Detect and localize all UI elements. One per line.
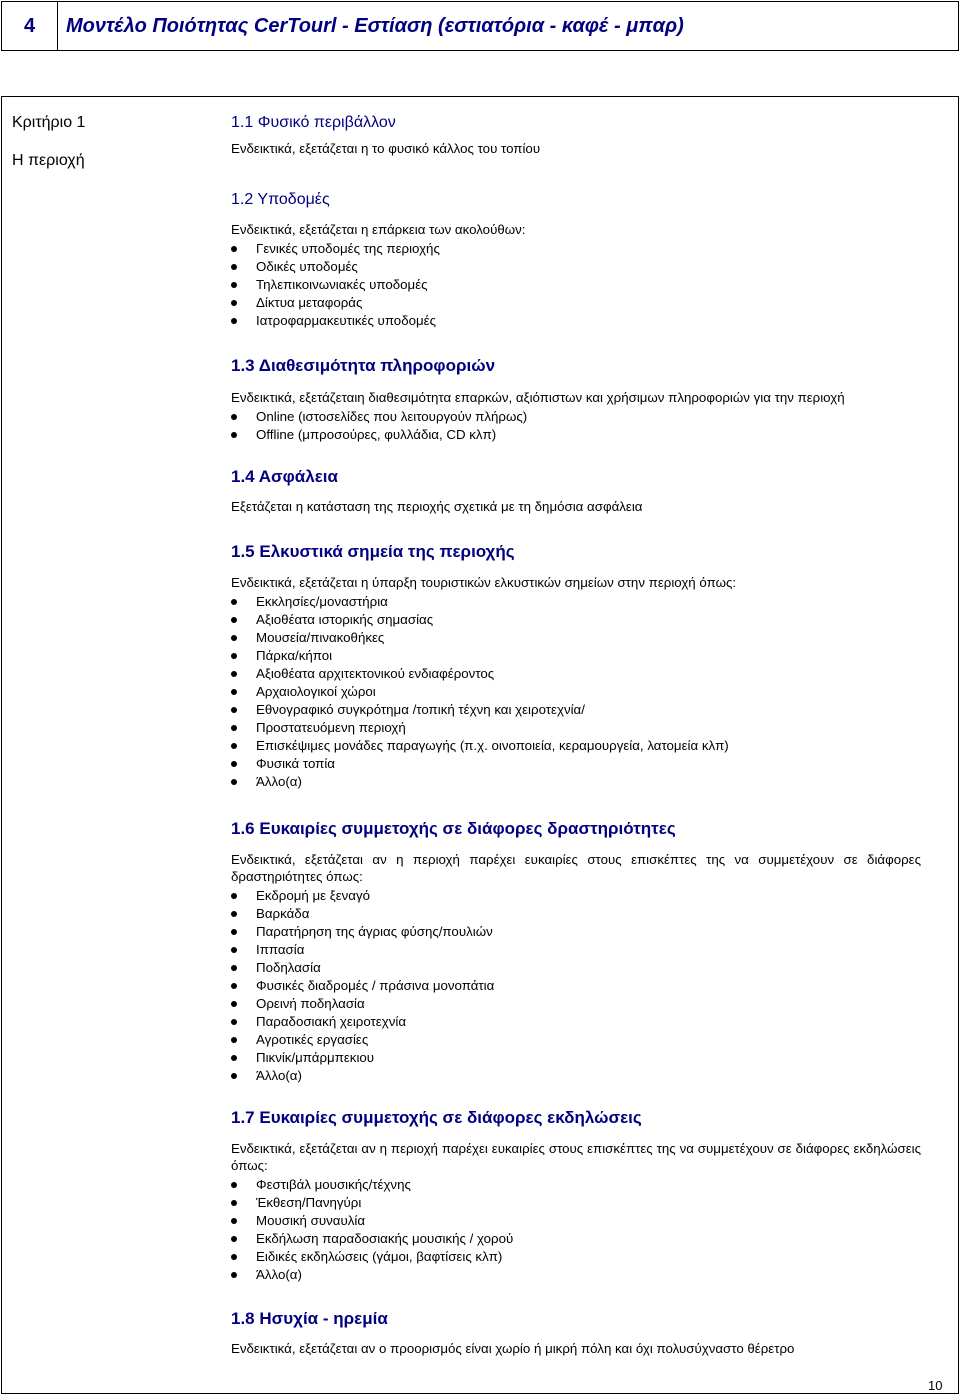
section-1-5 bbox=[231, 542, 921, 791]
list-item bbox=[231, 977, 921, 995]
bullet-icon bbox=[231, 965, 237, 971]
list-item bbox=[231, 1248, 921, 1266]
list-item-text: Αρχαιολογικοί χώροι bbox=[256, 684, 376, 699]
list-item bbox=[231, 755, 921, 773]
bullet-icon bbox=[231, 414, 237, 420]
list-item bbox=[231, 887, 921, 905]
list-item bbox=[231, 959, 921, 977]
list-item-text: Φυσικές διαδρομές / πράσινα μονοπάτια bbox=[256, 978, 495, 993]
criterion-table bbox=[1, 96, 959, 1394]
list-item-text: Φυσικά τοπία bbox=[256, 756, 335, 771]
bullet-icon bbox=[231, 1218, 237, 1224]
criterion-label: Κριτήριο 1 bbox=[12, 114, 86, 131]
bullet-icon bbox=[231, 653, 237, 659]
bullet-icon bbox=[231, 929, 237, 935]
list-item bbox=[231, 240, 921, 258]
section-1-4 bbox=[231, 467, 921, 515]
list-item-text: Εκδήλωση παραδοσιακής μουσικής / χορού bbox=[256, 1231, 514, 1246]
list-item-text: Τηλεπικοινωνιακές υποδομές bbox=[256, 277, 428, 292]
bullet-icon bbox=[231, 947, 237, 953]
list-item bbox=[231, 408, 921, 426]
list-item-text: Αξιοθέατα ιστορικής σημασίας bbox=[256, 612, 434, 627]
list-item bbox=[231, 629, 921, 647]
list-item bbox=[231, 665, 921, 683]
list-item bbox=[231, 258, 921, 276]
list-item-text: Βαρκάδα bbox=[256, 906, 310, 921]
bullet-icon bbox=[231, 779, 237, 785]
page-number: 10 bbox=[928, 1378, 943, 1393]
section-intro: Ενδεικτικά, εξετάζεται αν η περιοχή παρέχει ευκαιρίες στους επισκέπτες της να συμμετέχουν σε διάφορες δραστηριότητες όπως: bbox=[231, 852, 921, 884]
list-item-text: Παραδοσιακή χειροτεχνία bbox=[256, 1014, 407, 1029]
section-intro: Ενδεικτικά, εξετάζεται αν ο προορισμός είναι χωρίο ή μικρή πόλη και όχι πολυσύχναστο θέρετρο bbox=[231, 1341, 795, 1356]
list-item-text: Άλλο(α) bbox=[256, 1068, 302, 1083]
bullet-icon bbox=[231, 246, 237, 252]
list-item-text: Εκκλησίες/μοναστήρια bbox=[256, 594, 388, 609]
bullet-icon bbox=[231, 983, 237, 989]
bullet-icon bbox=[231, 893, 237, 899]
bullet-icon bbox=[231, 911, 237, 917]
list-item-text: Επισκέψιμες μονάδες παραγωγής (π.χ. οινοποιεία, κεραμουργεία, λατομεία κλπ) bbox=[256, 738, 729, 753]
bullet-list bbox=[231, 887, 921, 1085]
list-item bbox=[231, 611, 921, 629]
section-1-2 bbox=[231, 190, 921, 330]
list-item-text: Παρατήρηση της άγριας φύσης/πουλιών bbox=[256, 924, 493, 939]
list-item bbox=[231, 923, 921, 941]
bullet-icon bbox=[231, 617, 237, 623]
list-item-text: Εκδρομή με ξεναγό bbox=[256, 888, 371, 903]
list-item bbox=[231, 294, 921, 312]
section-title: 1.1 Φυσικό περιβάλλον bbox=[231, 114, 396, 131]
list-item bbox=[231, 1031, 921, 1049]
bullet-icon bbox=[231, 1019, 237, 1025]
section-intro: Εξετάζεται η κατάσταση της περιοχής σχετικά με τη δημόσια ασφάλεια bbox=[231, 499, 643, 514]
list-item bbox=[231, 1049, 921, 1067]
list-item bbox=[231, 1176, 921, 1194]
list-item bbox=[231, 995, 921, 1013]
list-item-text: Ιππασία bbox=[256, 942, 305, 957]
list-item-text: Πικνίκ/μπάρμπεκιου bbox=[256, 1050, 375, 1065]
list-item bbox=[231, 647, 921, 665]
list-item bbox=[231, 701, 921, 719]
list-item bbox=[231, 719, 921, 737]
bullet-icon bbox=[231, 1182, 237, 1188]
bullet-icon bbox=[231, 671, 237, 677]
section-1-3 bbox=[231, 356, 921, 444]
criterion-area: Η περιοχή bbox=[12, 152, 85, 169]
list-item bbox=[231, 1067, 921, 1085]
list-item-text: Μουσεία/πινακοθήκες bbox=[256, 630, 385, 645]
bullet-list bbox=[231, 1176, 921, 1284]
bullet-icon bbox=[231, 300, 237, 306]
list-item bbox=[231, 1266, 921, 1284]
list-item bbox=[231, 941, 921, 959]
section-intro: Ενδεικτικά, εξετάζεται η το φυσικό κάλλος του τοπίου bbox=[231, 141, 541, 156]
bullet-list bbox=[231, 593, 921, 791]
bullet-icon bbox=[231, 689, 237, 695]
chapter-number: 4 bbox=[2, 2, 58, 50]
list-item-text: Offline (μπροσούρες, φυλλάδια, CD κλπ) bbox=[256, 427, 497, 442]
list-item bbox=[231, 426, 921, 444]
bullet-icon bbox=[231, 1001, 237, 1007]
section-title: 1.3 Διαθεσιμότητα πληροφοριών bbox=[231, 356, 496, 375]
bullet-icon bbox=[231, 743, 237, 749]
list-item-text: Αγροτικές εργασίες bbox=[256, 1032, 369, 1047]
section-title: 1.7 Ευκαιρίες συμμετοχής σε διάφορες εκδηλώσεις bbox=[231, 1108, 642, 1127]
list-item bbox=[231, 276, 921, 294]
list-item bbox=[231, 1013, 921, 1031]
bullet-icon bbox=[231, 599, 237, 605]
list-item-text: Μουσική συναυλία bbox=[256, 1213, 366, 1228]
list-item-text: Πάρκα/κήποι bbox=[256, 648, 333, 663]
page-header bbox=[1, 1, 959, 51]
list-item-text: Γενικές υποδομές της περιοχής bbox=[256, 241, 440, 256]
list-item bbox=[231, 773, 921, 791]
list-item bbox=[231, 1230, 921, 1248]
bullet-icon bbox=[231, 1073, 237, 1079]
bullet-icon bbox=[231, 318, 237, 324]
chapter-title: Μοντέλο Ποιότητας CerTourl - Εστίαση (εστιατόρια - καφέ - μπαρ) bbox=[66, 14, 684, 37]
bullet-icon bbox=[231, 1236, 237, 1242]
list-item-text: Ιατροφαρμακευτικές υποδομές bbox=[256, 313, 436, 328]
list-item-text: Εθνογραφικό συγκρότημα /τοπική τέχνη και χειροτεχνία/ bbox=[256, 702, 585, 717]
section-1-1 bbox=[231, 113, 921, 157]
section-title: 1.6 Ευκαιρίες συμμετοχής σε διάφορες δραστηριότητες bbox=[231, 819, 676, 838]
bullet-icon bbox=[231, 1055, 237, 1061]
section-1-8 bbox=[231, 1309, 921, 1357]
section-title: 1.2 Υποδομές bbox=[231, 191, 330, 208]
section-intro: Ενδεικτικά, εξετάζεται η επάρκεια των ακολούθων: bbox=[231, 222, 526, 237]
bullet-list bbox=[231, 408, 921, 444]
bullet-icon bbox=[231, 725, 237, 731]
list-item-text: Ποδηλασία bbox=[256, 960, 321, 975]
list-item bbox=[231, 905, 921, 923]
section-1-6 bbox=[231, 819, 921, 1085]
bullet-icon bbox=[231, 264, 237, 270]
bullet-icon bbox=[231, 761, 237, 767]
list-item bbox=[231, 312, 921, 330]
list-item-text: Οδικές υποδομές bbox=[256, 259, 358, 274]
list-item-text: Φεστιβάλ μουσικής/τέχνης bbox=[256, 1177, 411, 1192]
bullet-icon bbox=[231, 432, 237, 438]
list-item bbox=[231, 593, 921, 611]
bullet-icon bbox=[231, 1272, 237, 1278]
list-item-text: Δίκτυα μεταφοράς bbox=[256, 295, 363, 310]
list-item-text: Έκθεση/Πανηγύρι bbox=[256, 1195, 362, 1210]
list-item-text: Αξιοθέατα αρχιτεκτονικού ενδιαφέροντος bbox=[256, 666, 495, 681]
list-item-text: Online (ιστοσελίδες που λειτουργούν πλήρως) bbox=[256, 409, 528, 424]
bullet-icon bbox=[231, 635, 237, 641]
section-intro: Ενδεικτικά, εξετάζεται αν η περιοχή παρέχει ευκαιρίες στους επισκέπτες της να συμμετέχουν σε διάφορες εκδηλώσεις όπως: bbox=[231, 1141, 921, 1173]
list-item-text: Ειδικές εκδηλώσεις (γάμοι, βαφτίσεις κλπ) bbox=[256, 1249, 503, 1264]
list-item bbox=[231, 683, 921, 701]
section-intro: Ενδεικτικά, εξετάζεταιη διαθεσιμότητα επαρκών, αξιόπιστων και χρήσιμων πληροφοριών για την περιοχή bbox=[231, 390, 845, 405]
list-item-text: Ορεινή ποδηλασία bbox=[256, 996, 365, 1011]
bullet-icon bbox=[231, 707, 237, 713]
bullet-list bbox=[231, 240, 921, 330]
list-item bbox=[231, 1194, 921, 1212]
section-intro: Ενδεικτικά, εξετάζεται η ύπαρξη τουριστικών ελκυστικών σημείων στην περιοχή όπως: bbox=[231, 575, 737, 590]
bullet-icon bbox=[231, 1200, 237, 1206]
bullet-icon bbox=[231, 282, 237, 288]
list-item bbox=[231, 1212, 921, 1230]
section-title: 1.5 Ελκυστικά σημεία της περιοχής bbox=[231, 542, 515, 561]
list-item-text: Άλλο(α) bbox=[256, 774, 302, 789]
bullet-icon bbox=[231, 1037, 237, 1043]
list-item-text: Άλλο(α) bbox=[256, 1267, 302, 1282]
list-item bbox=[231, 737, 921, 755]
section-1-7 bbox=[231, 1108, 921, 1284]
bullet-icon bbox=[231, 1254, 237, 1260]
section-title: 1.4 Ασφάλεια bbox=[231, 467, 338, 486]
section-title: 1.8 Ησυχία - ηρεμία bbox=[231, 1309, 388, 1328]
list-item-text: Προστατευόμενη περιοχή bbox=[256, 720, 406, 735]
